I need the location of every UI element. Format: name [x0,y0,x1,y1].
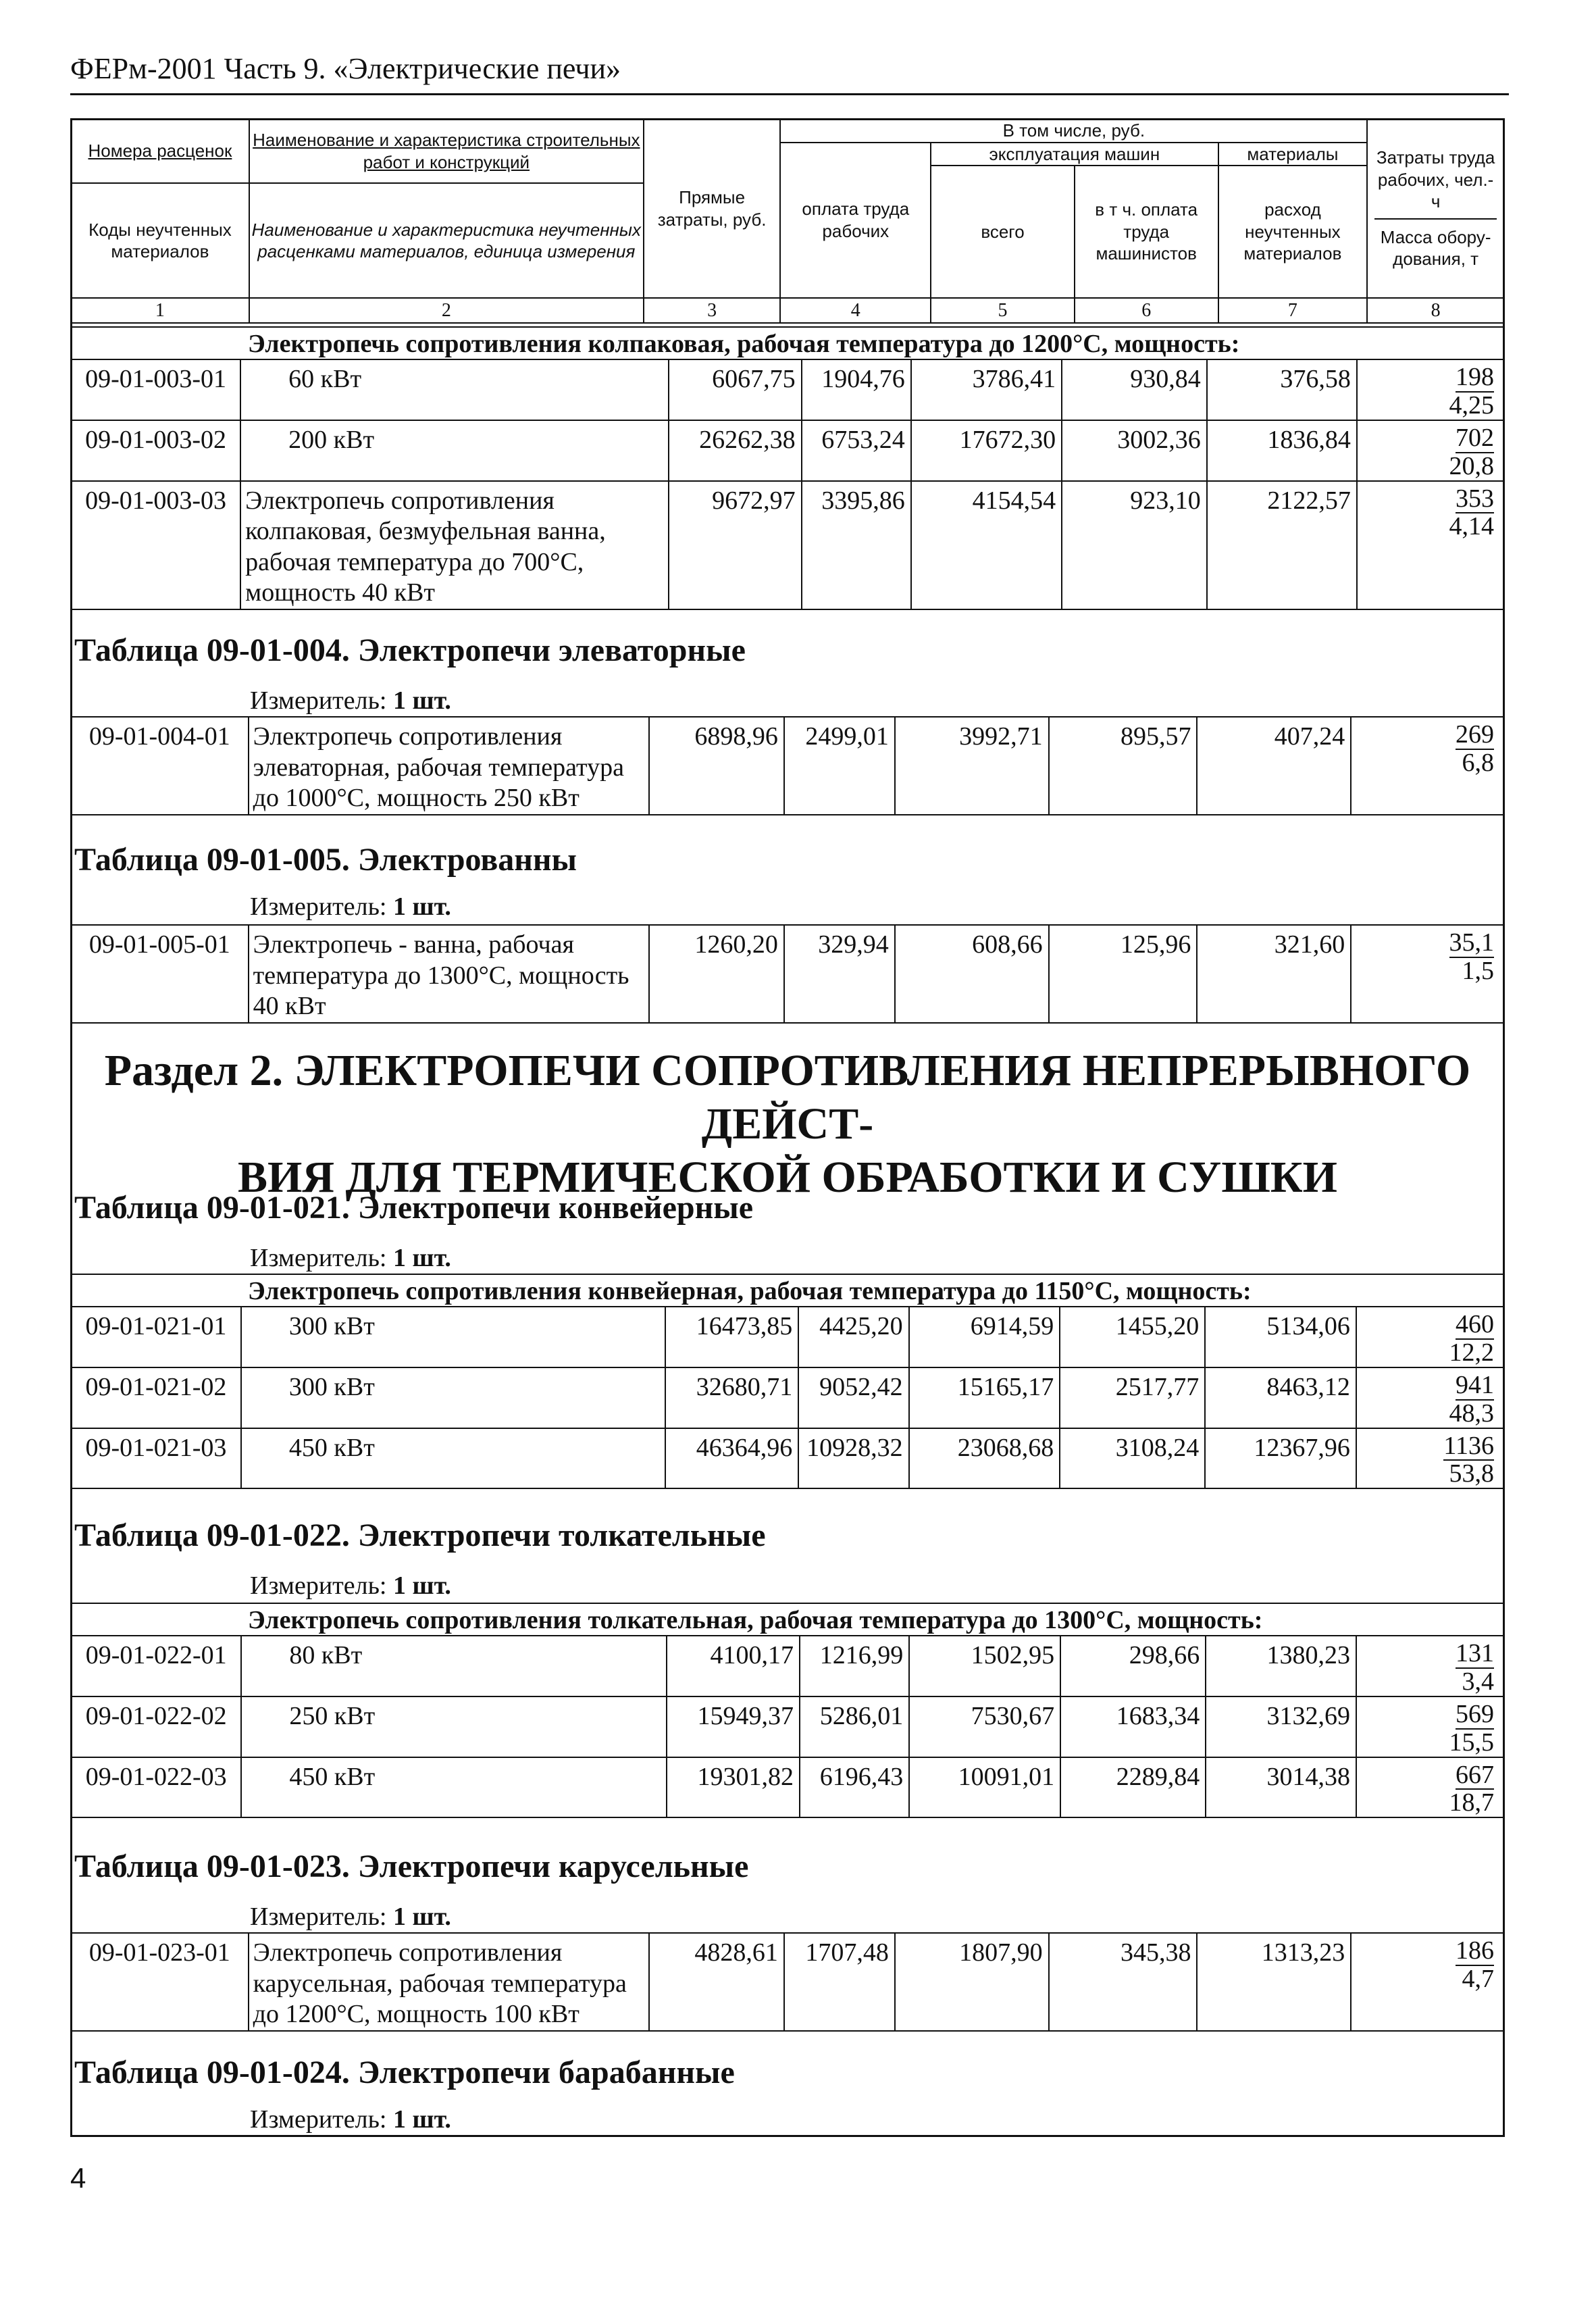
table-row [71,481,1504,609]
cell-labor-pay: 6753,24 [802,420,911,481]
table-title: Таблица 09-01-022. Электропечи толкательные [74,1517,766,1553]
row-name: Электропечь сопротивления карусельная, рабочая температура до 1200°С, мощность 100 кВт [249,1933,649,2031]
row-code: 09-01-003-02 [71,420,240,481]
row-code: 09-01-023-01 [71,1933,249,2031]
cell-materials: 3132,69 [1206,1696,1356,1757]
cell-materials: 3014,38 [1206,1757,1356,1818]
cell-direct: 16473,85 [665,1307,798,1367]
cell-direct: 15949,37 [667,1696,800,1757]
col-num-3: 3 [644,298,781,323]
cell-machinists: 3002,36 [1062,420,1207,481]
table-title: Таблица 09-01-005. Электрованны [74,842,577,878]
page-header: ФЕРм-2001 Часть 9. «Электрические печи» [70,52,621,85]
col-zatraty [1367,119,1504,298]
cell-materials: 2122,57 [1207,481,1357,609]
col-rashod: расход неучтенных материалов [1218,166,1368,298]
row-name: 60 кВт [240,359,668,420]
cell-labor-mass: 702 20,8 [1357,420,1504,481]
cell-materials: 1313,23 [1197,1933,1351,2031]
table-row [71,1757,1504,1818]
row-code: 09-01-022-01 [71,1636,241,1696]
cell-labor-pay: 1216,99 [800,1636,909,1696]
cell-labor-mass: 941 48,3 [1356,1367,1504,1428]
col-naimen: Наименование и характеристика строительных работ и конструкций [249,119,644,183]
row-name: 450 кВт [241,1428,665,1489]
section-heading [70,1044,1505,1205]
cell-labor-pay: 4425,20 [798,1307,908,1367]
column-header [70,118,1505,324]
cell-machines: 10091,01 [909,1757,1060,1818]
cell-materials: 321,60 [1197,925,1351,1023]
page-number: 4 [70,2162,86,2194]
cell-materials: 8463,12 [1205,1367,1356,1428]
row-code: 09-01-021-03 [71,1428,241,1489]
cell-machinists: 895,57 [1049,717,1198,815]
cell-machinists: 2289,84 [1060,1757,1206,1818]
measure-unit: Измеритель: 1 шт. [250,1244,451,1272]
subheading: Электропечь сопротивления конвейерная, рабочая температура до 1150°С, мощность: [71,1274,1504,1307]
cell-labor-pay: 329,94 [784,925,895,1023]
measure-unit: Измеритель: 1 шт. [250,2105,451,2134]
cell-direct: 9672,97 [669,481,802,609]
cell-machines: 1502,95 [909,1636,1060,1696]
row-code: 09-01-021-02 [71,1367,241,1428]
row-code: 09-01-003-01 [71,359,240,420]
cell-labor-pay: 5286,01 [800,1696,909,1757]
table-title: Таблица 09-01-004. Электропечи элеваторные [74,632,746,668]
table-021 [70,1274,1505,1489]
col-num-4: 4 [780,298,931,323]
cell-machines: 3992,71 [895,717,1049,815]
cell-machines: 6914,59 [909,1307,1060,1367]
row-name: 300 кВт [241,1307,665,1367]
col-num-1: 1 [71,298,249,323]
table-003 [70,326,1505,610]
cell-direct: 4100,17 [667,1636,800,1696]
cell-direct: 6898,96 [649,717,784,815]
cell-labor-pay: 6196,43 [800,1757,909,1818]
table-row [71,420,1504,481]
cell-materials: 5134,06 [1205,1307,1356,1367]
table-005 [70,924,1505,1024]
cell-machinists: 1455,20 [1060,1307,1205,1367]
row-name: Электропечь - ванна, рабочая температура до 1300°С, мощность 40 кВт [249,925,649,1023]
cell-direct: 46364,96 [665,1428,798,1489]
col-materialy: материалы [1218,143,1368,166]
table-title: Таблица 09-01-024. Электропечи барабанные [74,2055,735,2090]
measure-unit: Измеритель: 1 шт. [250,1571,451,1600]
cell-materials: 376,58 [1207,359,1357,420]
cell-labor-mass: 198 4,25 [1357,359,1504,420]
table-023 [70,1932,1505,2032]
col-naimen2: Наименование и характеристика неучтенных расценками материалов, единица измерения [249,183,644,298]
row-name: 300 кВт [241,1367,665,1428]
table-row [71,717,1504,815]
col-oplata: оплата труда рабочих [780,143,931,299]
row-name: Электропечь сопротивления колпаковая, безмуфельная ванна, рабочая температура до 700°С, мощность 40 кВт [240,481,668,609]
cell-direct: 4828,61 [649,1933,784,2031]
cell-machines: 15165,17 [909,1367,1060,1428]
row-code: 09-01-022-02 [71,1696,241,1757]
col-num-5: 5 [931,298,1075,323]
row-code: 09-01-004-01 [71,717,249,815]
cell-machines: 1807,90 [895,1933,1049,2031]
cell-materials: 407,24 [1197,717,1351,815]
cell-direct: 1260,20 [649,925,784,1023]
cell-direct: 32680,71 [665,1367,798,1428]
cell-labor-pay: 3395,86 [802,481,911,609]
col-vtch: в т ч. оплата труда машинистов [1075,166,1218,298]
cell-machinists: 923,10 [1062,481,1207,609]
cell-labor-mass: 353 4,14 [1357,481,1504,609]
table-row [71,1307,1504,1367]
row-name: 80 кВт [241,1636,666,1696]
subheading: Электропечь сопротивления колпаковая, рабочая температура до 1200°С, мощность: [71,327,1504,359]
cell-machinists: 3108,24 [1060,1428,1205,1489]
col-nomera: Номера расценок [71,119,249,183]
cell-labor-mass: 35,1 1,5 [1351,925,1504,1023]
col-num-7: 7 [1218,298,1368,323]
cell-machinists: 930,84 [1062,359,1207,420]
subheading: Электропечь сопротивления толкательная, рабочая температура до 1300°С, мощность: [71,1603,1504,1636]
table-row [71,1933,1504,2031]
cell-machines: 4154,54 [911,481,1062,609]
measure-unit: Измеритель: 1 шт. [250,1903,451,1931]
cell-labor-mass: 186 4,7 [1351,1933,1504,2031]
measure-unit: Измеритель: 1 шт. [250,892,451,921]
table-022 [70,1603,1505,1818]
section-line-1: Раздел 2. ЭЛЕКТРОПЕЧИ СОПРОТИВЛЕНИЯ НЕПРЕРЫВНОГО ДЕЙСТ- [104,1046,1471,1149]
cell-machines: 7530,67 [909,1696,1060,1757]
table-title: Таблица 09-01-023. Электропечи карусельные [74,1848,749,1884]
cell-machinists: 2517,77 [1060,1367,1205,1428]
cell-direct: 6067,75 [669,359,802,420]
col-zatraty-label: Затраты труда рабочих, чел.-ч [1374,147,1497,220]
cell-machinists: 125,96 [1049,925,1198,1023]
cell-machinists: 1683,34 [1060,1696,1206,1757]
cell-labor-pay: 2499,01 [784,717,895,815]
section-line-2: ВИЯ ДЛЯ ТЕРМИЧЕСКОЙ ОБРАБОТКИ И СУШКИ [238,1153,1337,1203]
cell-machines: 608,66 [895,925,1049,1023]
col-massa-label: Масса обору-дования, т [1380,226,1491,270]
cell-labor-mass: 569 15,5 [1356,1696,1504,1757]
col-num-2: 2 [249,298,644,323]
cell-machines: 23068,68 [909,1428,1060,1489]
col-ekspl: эксплуатация машин [931,143,1218,166]
row-name: 250 кВт [241,1696,666,1757]
cell-labor-pay: 9052,42 [798,1367,908,1428]
col-kody: Коды неучтенных материалов [71,183,249,298]
cell-machines: 3786,41 [911,359,1062,420]
cell-machines: 17672,30 [911,420,1062,481]
row-code: 09-01-022-03 [71,1757,241,1818]
cell-labor-mass: 131 3,4 [1356,1636,1504,1696]
col-num-6: 6 [1075,298,1218,323]
cell-labor-mass: 1136 53,8 [1356,1428,1504,1489]
cell-labor-pay: 1707,48 [784,1933,895,2031]
cell-direct: 19301,82 [667,1757,800,1818]
col-v-tom: В том числе, руб. [780,119,1367,143]
table-row [71,1428,1504,1489]
table-004 [70,716,1505,815]
table-row [71,1696,1504,1757]
cell-labor-mass: 667 18,7 [1356,1757,1504,1818]
row-name: Электропечь сопротивления элеваторная, рабочая температура до 1000°С, мощность 250 кВт [249,717,649,815]
table-title: Таблица 09-01-021. Электропечи конвейерные [74,1190,753,1226]
cell-machinists: 298,66 [1060,1636,1206,1696]
row-code: 09-01-003-03 [71,481,240,609]
cell-materials: 1836,84 [1207,420,1357,481]
row-code: 09-01-021-01 [71,1307,241,1367]
col-num-8: 8 [1367,298,1504,323]
cell-materials: 1380,23 [1206,1636,1356,1696]
row-name: 450 кВт [241,1757,666,1818]
cell-machinists: 345,38 [1049,1933,1198,2031]
col-vsego: всего [931,166,1075,298]
table-row [71,359,1504,420]
cell-direct: 26262,38 [669,420,802,481]
table-row [71,1636,1504,1696]
measure-unit: Измеритель: 1 шт. [250,686,451,715]
row-name: 200 кВт [240,420,668,481]
row-code: 09-01-005-01 [71,925,249,1023]
cell-materials: 12367,96 [1205,1428,1356,1489]
col-pryamye: Прямые затраты, руб. [644,119,781,298]
cell-labor-mass: 269 6,8 [1351,717,1504,815]
cell-labor-mass: 460 12,2 [1356,1307,1504,1367]
table-row [71,925,1504,1023]
header-rule [70,93,1509,95]
cell-labor-pay: 1904,76 [802,359,911,420]
table-row [71,1367,1504,1428]
cell-labor-pay: 10928,32 [798,1428,908,1489]
